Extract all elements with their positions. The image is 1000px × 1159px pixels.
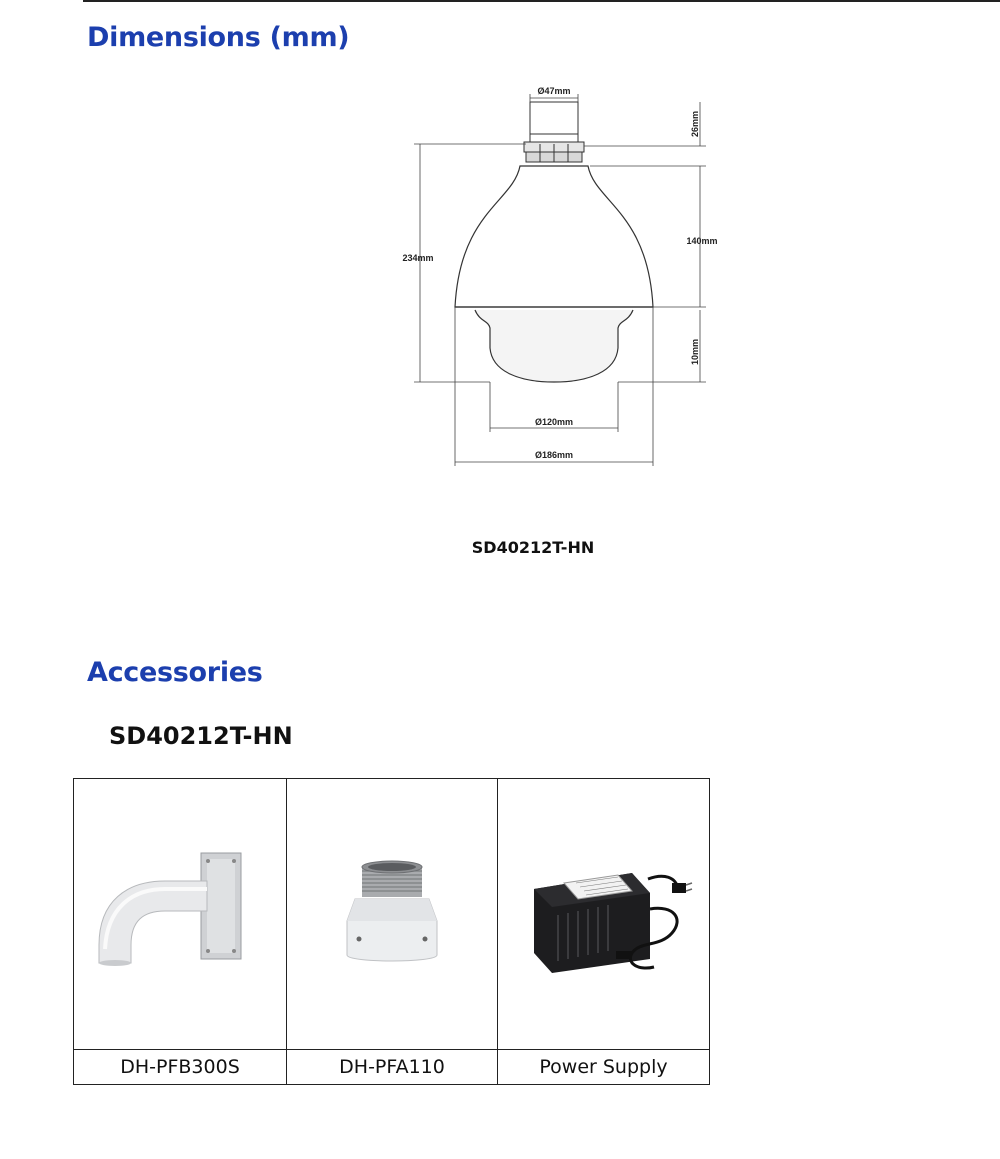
top-rule — [83, 0, 1000, 2]
model-heading: SD40212T-HN — [109, 722, 293, 750]
mount-diameter-label: Ø47mm — [537, 86, 571, 96]
accessory-name-pfb300s: DH-PFB300S — [74, 1050, 287, 1085]
power-supply-icon — [514, 849, 694, 979]
accessory-image-cell — [498, 779, 710, 1050]
wall-mount-bracket-icon — [95, 849, 265, 979]
dimensions-heading: Dimensions (mm) — [87, 22, 350, 53]
camera-body — [455, 166, 653, 307]
mount-height-label: 26mm — [690, 110, 700, 138]
accessory-image-cell — [287, 779, 498, 1050]
total-height-label: 234mm — [402, 253, 434, 263]
accessories-heading: Accessories — [87, 657, 263, 688]
accessories-table — [73, 778, 710, 1085]
dome-camera-drawing — [380, 82, 740, 482]
dome-diameter-label: Ø120mm — [534, 417, 574, 427]
body-height-label: 140mm — [686, 236, 718, 246]
accessory-names-row — [74, 1050, 710, 1085]
dimensions-diagram — [380, 82, 740, 482]
accessory-name-pfa110: DH-PFA110 — [287, 1050, 498, 1085]
body-diameter-label: Ø186mm — [534, 450, 574, 460]
camera-dome — [475, 310, 633, 382]
accessory-images-row — [74, 779, 710, 1050]
accessory-name-power-supply: Power Supply — [498, 1050, 710, 1085]
diagram-caption: SD40212T-HN — [471, 538, 595, 557]
mount-cylinder — [524, 102, 584, 162]
dome-height-label: 10mm — [690, 338, 700, 366]
accessory-image-cell — [74, 779, 287, 1050]
mount-adapter-icon — [337, 859, 447, 969]
